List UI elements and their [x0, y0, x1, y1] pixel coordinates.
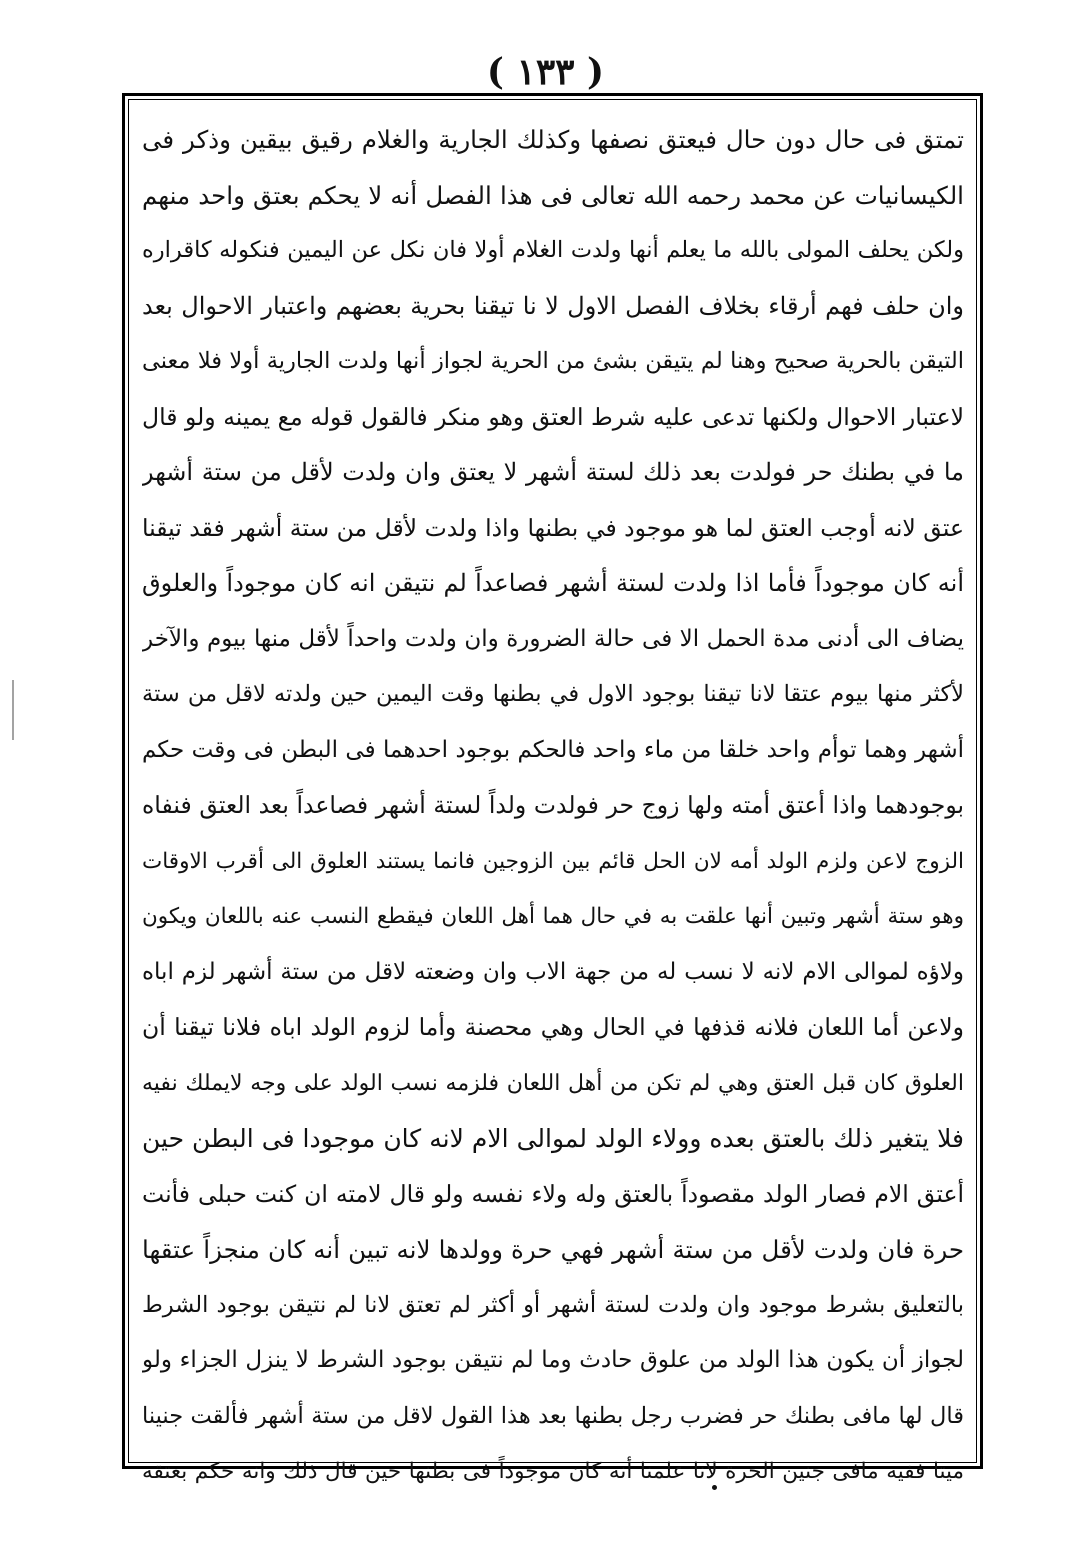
text-line: لجواز أن يكون هذا الولد من علوق حادث وما لم نتيقن بوجود الشرط لا ينزل الجزاء ولو: [142, 1347, 964, 1373]
ink-dot: [712, 1485, 717, 1490]
text-line: بوجودهما واذا أعتق أمته ولها زوج حر فولدت ولداً لستة أشهر فصاعداً بعد العتق فنفاه: [142, 791, 964, 819]
text-line: وان حلف فهم أرقاء بخلاف الفصل الاول لا نا تيقنا بحرية بعضهم واعتبار الاحوال بعد: [142, 291, 964, 320]
text-line: لأكثر منها بيوم عتقا لانا تيقنا بوجود الاول في بطنها وقت اليمين حين ولدته لاقل من ستة: [142, 681, 964, 707]
text-line: ولاعن أما اللعان فلانه قذفها في الحال وهي محصنة وأما لزوم الولد اباه فلانا تيقنا أن: [142, 1013, 964, 1041]
text-line: تمتق فى حال دون حال فيعتق نصفها وكذلك الجارية والغلام رقيق بيقين وذكر فى: [142, 125, 964, 154]
text-line: ولكن يحلف المولى بالله ما يعلم أنها ولدت الغلام أولا فان نكل عن اليمين فنكوله كاقراره: [142, 237, 964, 263]
text-line: التيقن بالحرية صحيح وهنا لم يتيقن بشئ من الحرية لجواز أنها ولدت الجارية أولا فلا معنى: [142, 348, 964, 374]
text-line: بالتعليق بشرط موجود وان ولدت لستة أشهر أو أكثر لم تعتق لانا لم نتيقن بوجود الشرط: [142, 1291, 964, 1318]
page-number: ( ١٣٣ ): [486, 51, 605, 93]
margin-mark: [12, 680, 14, 740]
text-line: الكيسانيات عن محمد رحمه الله تعالى فى هذا الفصل أنه لا يحكم بعتق واحد منهم: [142, 180, 964, 210]
text-line: فلا يتغير ذلك بالعتق بعده وولاء الولد لموالى الام لانه كان موجودا فى البطن حين: [142, 1124, 964, 1153]
text-line: يضاف الى أدنى مدة الحمل الا فى حالة الضرورة وان ولدت واحداً لأقل منها بيوم والآخر: [142, 625, 964, 652]
text-body: [142, 112, 964, 1484]
text-line: الزوج لاعن ولزم الولد أمه لان الحل قائم بين الزوجين فانما يستند العلوق الى أقرب الاوقات: [142, 848, 964, 874]
text-line: أشهر وهما توأم واحد خلقا من ماء واحد فالحكم بوجود احدهما فى البطن فى وقت حكم: [142, 736, 964, 763]
text-line: عتق لانه أوجب العتق لما هو موجود في بطنها واذا ولدت لأقل من ستة أشهر فقد تيقنا: [142, 513, 964, 542]
text-line: قال لها مافى بطنك حر فضرب رجل بطنها بعد هذا القول لاقل من ستة أشهر فألقت جنينا: [142, 1402, 964, 1429]
text-line: أنه كان موجوداً فأما اذا ولدت لستة أشهر فصاعداً لم نتيقن انه كان موجوداً والعلوق: [142, 569, 964, 597]
text-line: حرة فان ولدت لأقل من ستة أشهر فهي حرة وولدها لانه تبين أنه كان منجزاً عتقها: [142, 1235, 964, 1264]
text-line: العلوق كان قبل العتق وهي لم تكن من أهل اللعان فلزمه نسب الولد على وجه لايملك نفيه: [142, 1070, 964, 1096]
text-line: ولاؤه لموالى الام لانه لا نسب له من جهة الاب وان وضعته لاقل من ستة أشهر لزم اباه: [142, 958, 964, 985]
text-line: لاعتبار الاحوال ولكنها تدعى عليه شرط العتق وهو منكر فالقول قوله مع يمينه ولو قال: [142, 402, 964, 431]
text-line: ما في بطنك حر فولدت بعد ذلك لستة أشهر لا يعتق وان ولدت لأقل من ستة أشهر: [142, 458, 964, 486]
text-line: وهو ستة أشهر وتبين أنها علقت به في حال هما أهل اللعان فيقطع النسب عنه باللعان ويكون: [142, 904, 964, 929]
text-line: أعتق الام فصار الولد مقصوداً بالعتق وله ولاء نفسه ولو قال لامته ان كنت حبلى فأنت: [142, 1179, 964, 1208]
text-line: ميتا ففيه مافى جنين الحرة لانا علمنا أنه كان موجوداً فى بطنها حين قال ذلك وانه حكم بعتقه: [142, 1459, 964, 1484]
